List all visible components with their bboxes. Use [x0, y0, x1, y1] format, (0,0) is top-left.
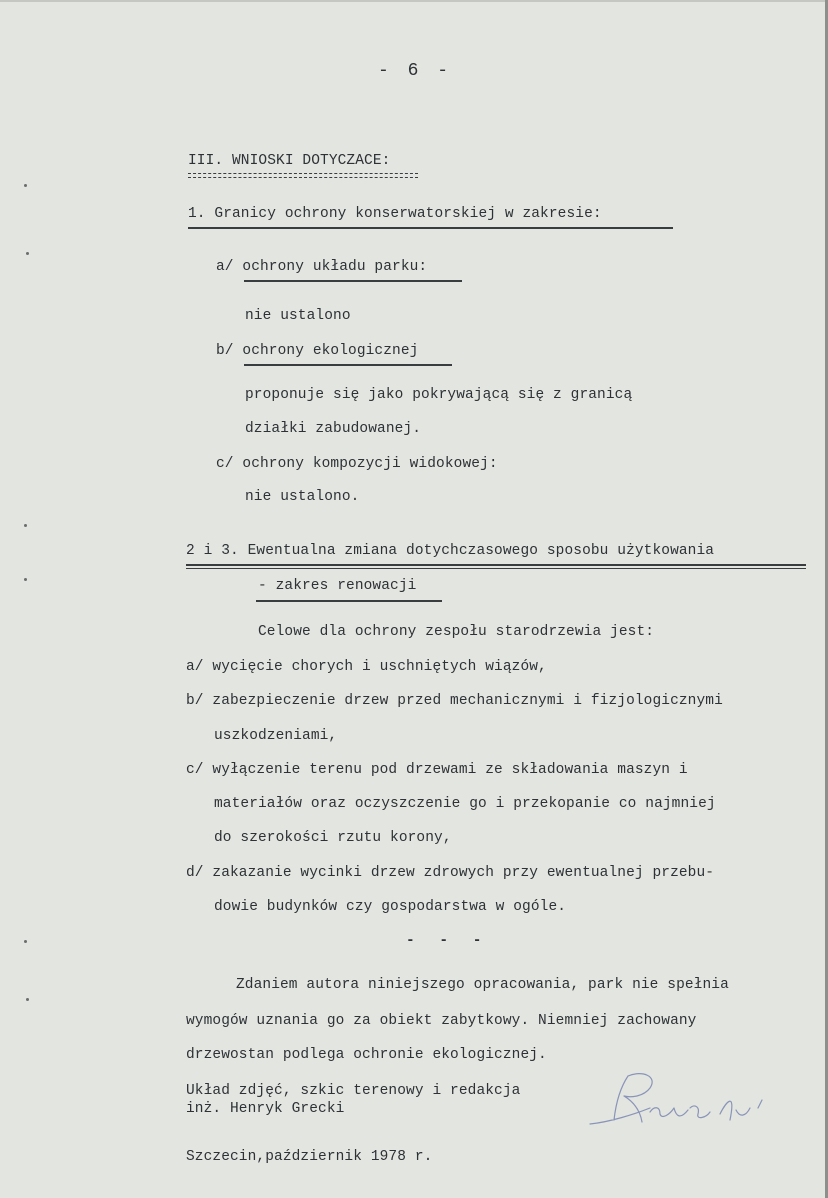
margin-speck [26, 998, 29, 1001]
item-b-text-line-2: działki zabudowanej. [245, 421, 422, 437]
item-b-heading: b/ ochrony ekologicznej [216, 343, 419, 359]
conclusion-line-1: Zdaniem autora niniejszego opracowania, park nie spełnia [236, 977, 729, 993]
renovation-item-a: a/ wycięcie chorych i uschniętych wiązów, [186, 659, 547, 675]
point-2-3-heading-line-1: 2 i 3. Ewentualna zmiana dotychczasowego sposobu użytkowania [186, 543, 715, 559]
renovation-item-b-line-1: b/ zabezpieczenie drzew przed mechanicznymi i fizjologicznymi [186, 693, 723, 709]
item-c-text: nie ustalono. [245, 489, 360, 505]
item-b-text-line-1: proponuje się jako pokrywającą się z granicą [245, 387, 633, 403]
section-title-double-underline [188, 173, 418, 178]
renovation-intro: Celowe dla ochrony zespołu starodrzewia jest: [258, 624, 655, 640]
section-title: III. WNIOSKI DOTYCZACE: [188, 153, 391, 169]
renovation-item-c-line-2: materiałów oraz oczyszczenie go i przekopanie co najmniej [214, 796, 716, 812]
handwritten-signature-icon [580, 1062, 810, 1142]
item-a-text: nie ustalono [245, 308, 351, 324]
margin-speck [24, 524, 27, 527]
separator: - - - [406, 933, 490, 949]
margin-speck [24, 940, 27, 943]
renovation-item-d-line-1: d/ zakazanie wycinki drzew zdrowych przy ewentualnej przebu- [186, 865, 715, 881]
renovation-item-d-line-2: dowie budynków czy gospodarstwa w ogóle. [214, 899, 567, 915]
renovation-item-b-line-2: uszkodzeniami, [214, 728, 338, 744]
renovation-item-c-line-1: c/ wyłączenie terenu pod drzewami ze składowania maszyn i [186, 762, 688, 778]
item-a-heading: a/ ochrony układu parku: [216, 259, 428, 275]
point-2-3-subheading-underline [256, 600, 442, 602]
credits-line-1: Układ zdjęć, szkic terenowy i redakcja [186, 1083, 521, 1099]
point-1-underline [188, 227, 673, 229]
point-2-3-underline-2 [186, 568, 806, 569]
margin-speck [24, 184, 27, 187]
credits-author: inż. Henryk Grecki [186, 1101, 345, 1117]
place-and-date: Szczecin,październik 1978 r. [186, 1149, 433, 1165]
point-2-3-underline-1 [186, 564, 806, 566]
conclusion-line-2: wymogów uznania go za obiekt zabytkowy. Niemniej zachowany [186, 1013, 697, 1029]
margin-speck [24, 578, 27, 581]
page-top-edge [0, 0, 828, 2]
conclusion-line-3: drzewostan podlega ochronie ekologicznej. [186, 1047, 547, 1063]
point-2-3-heading-line-2: - zakres renowacji [258, 578, 417, 594]
margin-speck [26, 252, 29, 255]
page-number: - 6 - [378, 61, 453, 81]
item-a-underline [244, 280, 462, 282]
item-b-underline [244, 364, 452, 366]
renovation-item-c-line-3: do szerokości rzutu korony, [214, 830, 452, 846]
item-c-heading: c/ ochrony kompozycji widokowej: [216, 456, 498, 472]
point-1-heading: 1. Granicy ochrony konserwatorskiej w zakresie: [188, 206, 602, 222]
